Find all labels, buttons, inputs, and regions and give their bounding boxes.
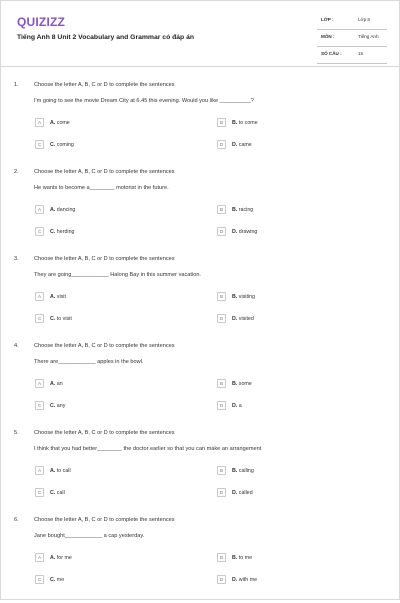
meta-key: MÔN : bbox=[321, 34, 335, 39]
option-label: D. bbox=[232, 402, 238, 409]
question-instruction: Choose the letter A, B, C or D to complete the sentences bbox=[34, 169, 175, 175]
question-instruction: Choose the letter A, B, C or D to complete the sentences bbox=[34, 430, 175, 436]
option-letter-box[interactable]: B bbox=[217, 466, 226, 475]
option-value: any bbox=[56, 402, 66, 409]
option-value: me bbox=[56, 576, 65, 583]
quizizz-logo: QUIZIZZ bbox=[17, 15, 66, 29]
meta-value[interactable]: Tiếng Anh bbox=[358, 34, 379, 39]
option-value: to me bbox=[238, 554, 253, 561]
page-title: Tiếng Anh 8 Unit 2 Vocabulary and Grammar có đáp án bbox=[17, 34, 195, 41]
option-label: A. bbox=[50, 467, 56, 474]
option-value: a bbox=[238, 402, 242, 409]
option-value: to come bbox=[238, 119, 258, 126]
option-value: herding bbox=[56, 228, 75, 235]
option-value: call bbox=[56, 489, 65, 496]
question-number: 3. bbox=[14, 256, 19, 262]
meta-row-class bbox=[317, 13, 387, 30]
option-text bbox=[232, 316, 254, 322]
option-text bbox=[50, 577, 64, 583]
option-label: C. bbox=[50, 315, 56, 322]
option-letter-box[interactable]: D bbox=[217, 314, 226, 323]
option-text bbox=[232, 120, 258, 126]
option-value: come bbox=[56, 119, 70, 126]
option-value: for me bbox=[56, 554, 72, 561]
question-number: 4. bbox=[14, 343, 19, 349]
option-letter-box[interactable]: A bbox=[35, 118, 44, 127]
option-value: some bbox=[238, 380, 252, 387]
option-letter-box[interactable]: D bbox=[217, 227, 226, 236]
option-text bbox=[50, 142, 74, 148]
option-text bbox=[50, 403, 65, 409]
option-label: D. bbox=[232, 576, 238, 583]
option-letter-box[interactable]: D bbox=[217, 575, 226, 584]
option-value: racing bbox=[238, 206, 254, 213]
option-value: an bbox=[56, 380, 63, 387]
option-letter-box[interactable]: A bbox=[35, 379, 44, 388]
option-text bbox=[232, 229, 257, 235]
option-letter-box[interactable]: C bbox=[35, 227, 44, 236]
question-text: They are going____________ Halong Bay in this summer vacation. bbox=[34, 272, 201, 278]
option-letter-box[interactable]: C bbox=[35, 401, 44, 410]
option-label: A. bbox=[50, 206, 56, 213]
option-letter-box[interactable]: C bbox=[35, 314, 44, 323]
option-letter-box[interactable]: B bbox=[217, 205, 226, 214]
question-instruction: Choose the letter A, B, C or D to complete the sentences bbox=[34, 256, 175, 262]
question-text: Jane bought____________ a cap yesterday. bbox=[34, 533, 145, 539]
option-label: C. bbox=[50, 228, 56, 235]
question-text: I'm going to see the movie Dream City at 6.45 this evening. Would you like __________? bbox=[34, 98, 254, 104]
meta-row-question-count bbox=[317, 47, 387, 64]
option-label: A. bbox=[50, 554, 56, 561]
question-item bbox=[1, 256, 400, 342]
option-text bbox=[50, 207, 75, 213]
option-value: visit bbox=[56, 293, 66, 300]
option-text bbox=[50, 468, 71, 474]
option-text bbox=[232, 381, 252, 387]
option-label: C. bbox=[50, 402, 56, 409]
option-value: with me bbox=[238, 576, 258, 583]
option-label: B. bbox=[232, 554, 238, 561]
option-text bbox=[232, 468, 254, 474]
option-text bbox=[50, 316, 72, 322]
option-value: coming bbox=[56, 141, 74, 148]
option-letter-box[interactable]: B bbox=[217, 379, 226, 388]
question-text: I think that you had better________ the doctor earlier so that you can make an arrangement bbox=[34, 446, 262, 452]
option-letter-box[interactable]: D bbox=[217, 401, 226, 410]
option-value: visited bbox=[238, 315, 254, 322]
option-label: B. bbox=[232, 119, 238, 126]
question-number: 5. bbox=[14, 430, 19, 436]
option-text bbox=[50, 381, 63, 387]
option-label: A. bbox=[50, 119, 56, 126]
option-letter-box[interactable]: B bbox=[217, 292, 226, 301]
option-letter-box[interactable]: C bbox=[35, 140, 44, 149]
option-letter-box[interactable]: D bbox=[217, 488, 226, 497]
meta-key: LỚP : bbox=[321, 17, 334, 22]
option-value: visiting bbox=[238, 293, 255, 300]
question-item bbox=[1, 343, 400, 429]
option-text bbox=[232, 490, 253, 496]
meta-row-subject bbox=[317, 30, 387, 47]
meta-value[interactable]: 15 bbox=[358, 51, 364, 56]
option-letter-box[interactable]: B bbox=[217, 553, 226, 562]
meta-value[interactable]: Lớp 8 bbox=[358, 17, 370, 22]
option-label: B. bbox=[232, 293, 238, 300]
option-label: A. bbox=[50, 380, 56, 387]
question-item bbox=[1, 430, 400, 516]
option-value: drawing bbox=[238, 228, 258, 235]
option-letter-box[interactable]: B bbox=[217, 118, 226, 127]
option-label: C. bbox=[50, 489, 56, 496]
option-letter-box[interactable]: D bbox=[217, 140, 226, 149]
option-label: B. bbox=[232, 380, 238, 387]
option-letter-box[interactable]: A bbox=[35, 466, 44, 475]
option-value: to visit bbox=[56, 315, 72, 322]
option-text bbox=[232, 403, 242, 409]
option-text bbox=[232, 142, 252, 148]
option-letter-box[interactable]: A bbox=[35, 553, 44, 562]
option-label: D. bbox=[232, 315, 238, 322]
option-text bbox=[50, 294, 66, 300]
option-value: to call bbox=[56, 467, 71, 474]
question-instruction: Choose the letter A, B, C or D to complete the sentences bbox=[34, 517, 175, 523]
meta-table bbox=[317, 13, 387, 64]
option-value: dancing bbox=[56, 206, 76, 213]
option-value: calling bbox=[238, 467, 254, 474]
option-label: C. bbox=[50, 141, 56, 148]
option-text bbox=[232, 207, 253, 213]
option-label: D. bbox=[232, 141, 238, 148]
question-text: He wants to become a________ motorist in the future. bbox=[34, 185, 169, 191]
question-number: 1. bbox=[14, 82, 19, 88]
question-number: 6. bbox=[14, 517, 19, 523]
option-text bbox=[50, 555, 72, 561]
option-label: A. bbox=[50, 293, 56, 300]
option-text bbox=[50, 490, 65, 496]
option-letter-box[interactable]: C bbox=[35, 575, 44, 584]
question-text: There are____________ apples in the bowl. bbox=[34, 359, 144, 365]
option-text bbox=[232, 577, 257, 583]
option-text bbox=[232, 555, 252, 561]
header-divider bbox=[1, 66, 399, 67]
option-letter-box[interactable]: A bbox=[35, 205, 44, 214]
option-label: D. bbox=[232, 228, 238, 235]
question-item bbox=[1, 169, 400, 255]
option-text bbox=[50, 229, 74, 235]
option-letter-box[interactable]: A bbox=[35, 292, 44, 301]
option-value: came bbox=[238, 141, 252, 148]
option-label: B. bbox=[232, 467, 238, 474]
question-instruction: Choose the letter A, B, C or D to complete the sentences bbox=[34, 82, 175, 88]
meta-key: SỐ CÂU : bbox=[321, 51, 342, 56]
question-item bbox=[1, 517, 400, 603]
question-item bbox=[1, 82, 400, 168]
option-text bbox=[50, 120, 70, 126]
option-text bbox=[232, 294, 255, 300]
option-value: called bbox=[238, 489, 253, 496]
option-label: D. bbox=[232, 489, 238, 496]
option-label: C. bbox=[50, 576, 56, 583]
option-label: B. bbox=[232, 206, 238, 213]
question-number: 2. bbox=[14, 169, 19, 175]
question-instruction: Choose the letter A, B, C or D to complete the sentences bbox=[34, 343, 175, 349]
option-letter-box[interactable]: C bbox=[35, 488, 44, 497]
